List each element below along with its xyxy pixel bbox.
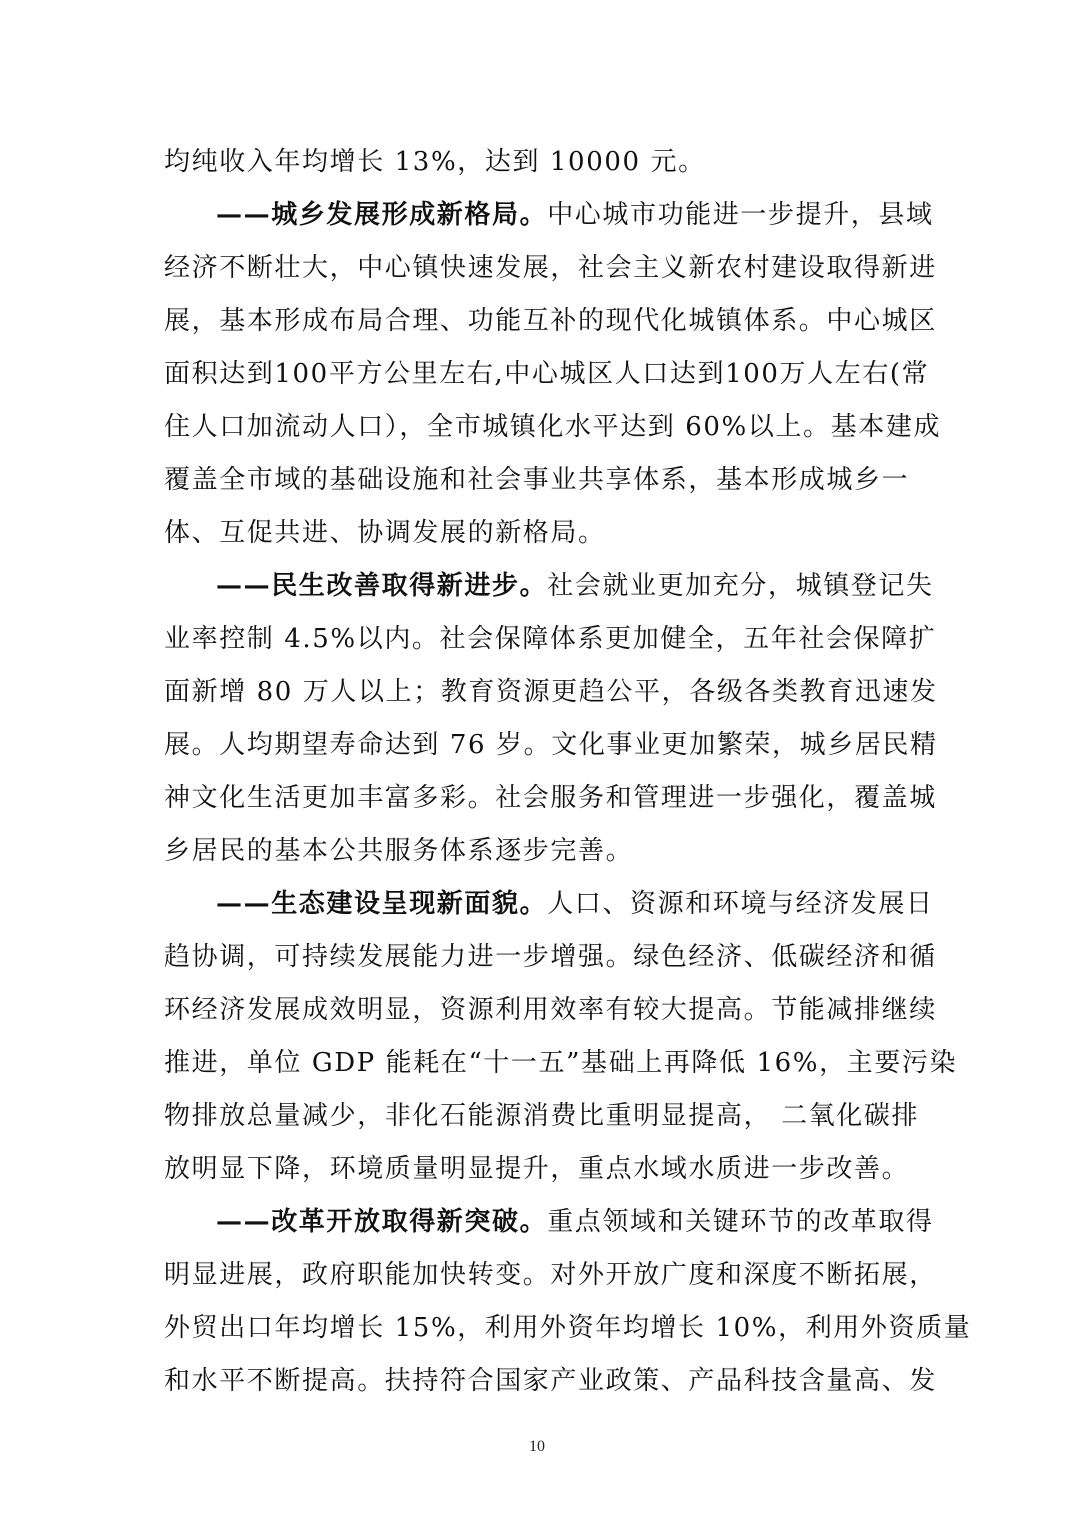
text-run: 重点领域和关键环节的改革取得 (547, 1207, 934, 1237)
text-run: 社会就业更加充分，城镇登记失 (547, 571, 934, 601)
text-line: 和水平不断提高。扶持符合国家产业政策、产品科技含量高、发 (164, 1366, 937, 1396)
text-line: 外贸出口年均增长 15%，利用外资年均增长 10%，利用外资质量 (164, 1313, 972, 1343)
text-run: 中心城市功能进一步提升，县域 (547, 200, 934, 230)
document-body (164, 136, 972, 1408)
section-lead: ——民生改善取得新进步。 (216, 571, 548, 601)
section-lead: ——生态建设呈现新面貌。 (216, 889, 548, 919)
text-line: 住人口加流动人口），全市城镇化水平达到 60%以上。基本建成 (164, 412, 942, 442)
text-line: 神文化生活更加丰富多彩。社会服务和管理进一步强化，覆盖城 (164, 783, 937, 813)
paragraph-first-line (164, 189, 934, 242)
paragraph-first-line (164, 878, 934, 931)
paragraph-first-line (164, 560, 934, 613)
text-line: 放明显下降，环境质量明显提升，重点水域水质进一步改善。 (164, 1154, 910, 1184)
section-lead: ——改革开放取得新突破。 (216, 1207, 548, 1237)
section-lead: ——城乡发展形成新格局。 (216, 200, 548, 230)
text-line: 覆盖全市域的基础设施和社会事业共享体系，基本形成城乡一 (164, 465, 910, 495)
text-line: 经济不断壮大，中心镇快速发展，社会主义新农村建设取得新进 (164, 253, 937, 283)
text-line: 展，基本形成布局合理、功能互补的现代化城镇体系。中心城区 (164, 306, 937, 336)
text-line: 均纯收入年均增长 13%，达到 10000 元。 (164, 147, 706, 177)
page-number: 10 (529, 1438, 545, 1455)
text-line: 体、互促共进、协调发展的新格局。 (164, 518, 606, 548)
text-line: 面积达到100平方公里左右,中心城区人口达到100万人左右(常 (164, 359, 930, 389)
text-run: 人口、资源和环境与经济发展日 (547, 889, 934, 919)
text-line: 物排放总量减少，非化石能源消费比重明显提高， 二氧化碳排 (164, 1101, 920, 1131)
text-line: 推进，单位 GDP 能耗在“十一五”基础上再降低 16%，主要污染 (164, 1048, 958, 1078)
paragraph-first-line (164, 1196, 934, 1249)
text-line: 明显进展，政府职能加快转变。对外开放广度和深度不断拓展， (164, 1260, 937, 1290)
text-line: 乡居民的基本公共服务体系逐步完善。 (164, 836, 634, 866)
text-line: 环经济发展成效明显，资源利用效率有较大提高。节能减排继续 (164, 995, 937, 1025)
text-line: 趋协调，可持续发展能力进一步增强。绿色经济、低碳经济和循 (164, 942, 937, 972)
text-line: 业率控制 4.5%以内。社会保障体系更加健全，五年社会保障扩 (164, 624, 937, 654)
text-line: 展。人均期望寿命达到 76 岁。文化事业更加繁荣，城乡居民精 (164, 730, 938, 760)
text-line: 面新增 80 万人以上；教育资源更趋公平，各级各类教育迅速发 (164, 677, 938, 707)
